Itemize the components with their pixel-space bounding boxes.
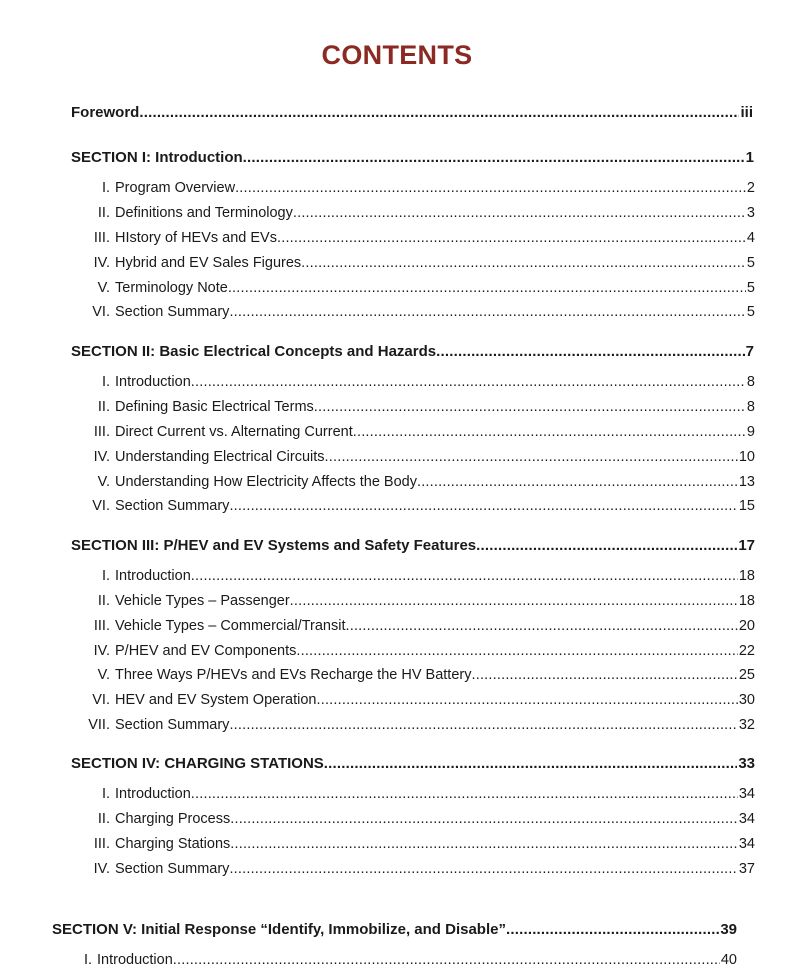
item-numeral: I. — [101, 180, 110, 196]
toc-item[interactable] — [70, 952, 737, 968]
toc-item[interactable] — [80, 861, 755, 877]
item-label: Section Summary — [115, 861, 230, 877]
item-numeral: III. — [93, 424, 110, 440]
item-numeral: III. — [93, 836, 110, 852]
item-label: Understanding Electrical Circuits — [115, 449, 325, 465]
section-label: SECTION I: Introduction — [71, 149, 243, 166]
dot-leader — [314, 399, 746, 415]
dot-leader — [229, 861, 737, 877]
dot-leader — [353, 424, 746, 440]
item-label: Three Ways P/HEVs and EVs Recharge the HV Battery — [115, 667, 472, 683]
page-number: 18 — [738, 568, 755, 584]
page-number: 5 — [746, 304, 755, 320]
page-number: 1 — [745, 149, 754, 166]
toc-item[interactable] — [80, 304, 755, 320]
item-numeral: II. — [97, 593, 110, 609]
toc-item[interactable] — [80, 498, 755, 514]
item-label: Introduction — [115, 568, 191, 584]
item-label: Introduction — [115, 786, 191, 802]
item-label: Understanding How Electricity Affects the Body — [115, 474, 417, 490]
toc-item[interactable] — [80, 255, 755, 271]
page-title: CONTENTS — [321, 40, 473, 70]
item-numeral: I. — [101, 374, 110, 390]
page-number: 8 — [746, 399, 755, 415]
toc-item[interactable] — [80, 786, 755, 802]
toc-item[interactable] — [80, 205, 755, 221]
dot-leader — [417, 474, 738, 490]
dot-leader — [243, 149, 745, 166]
page-number: 20 — [738, 618, 755, 634]
item-numeral: II. — [97, 811, 110, 827]
item-numeral: I. — [83, 952, 92, 968]
item-numeral: V. — [97, 474, 110, 490]
item-numeral: II. — [97, 205, 110, 221]
toc-item[interactable] — [80, 230, 755, 246]
dot-leader — [277, 230, 746, 246]
dot-leader — [230, 811, 738, 827]
section-label: SECTION IV: CHARGING STATIONS — [71, 755, 324, 772]
toc-section-2[interactable] — [71, 343, 754, 360]
dot-leader — [345, 618, 737, 634]
page-number: 22 — [738, 643, 755, 659]
dot-leader — [229, 498, 737, 514]
page-number: 40 — [720, 952, 737, 968]
toc-item[interactable] — [80, 568, 755, 584]
page-number: 30 — [738, 692, 755, 708]
toc-item[interactable] — [80, 449, 755, 465]
page-number: 7 — [745, 343, 754, 360]
toc-item[interactable] — [80, 180, 755, 196]
page-number: 17 — [738, 537, 755, 554]
page-number: 33 — [738, 755, 755, 772]
dot-leader — [471, 667, 737, 683]
dot-leader — [235, 180, 746, 196]
page-number: 4 — [746, 230, 755, 246]
dot-leader — [191, 568, 738, 584]
page-number: 10 — [738, 449, 755, 465]
page-number: 3 — [746, 205, 755, 221]
page-number: 15 — [738, 498, 755, 514]
item-label: P/HEV and EV Components — [115, 643, 297, 659]
toc-item[interactable] — [80, 374, 755, 390]
dot-leader — [317, 692, 738, 708]
dot-leader — [293, 205, 746, 221]
page-number: 34 — [738, 836, 755, 852]
dot-leader — [290, 593, 738, 609]
page-number: 5 — [746, 280, 755, 296]
dot-leader — [228, 280, 746, 296]
item-label: Vehicle Types – Passenger — [115, 593, 290, 609]
section-label: SECTION V: Initial Response “Identify, Immobilize, and Disable” — [52, 921, 506, 938]
toc-section-1[interactable] — [71, 149, 754, 166]
item-label: Hybrid and EV Sales Figures — [115, 255, 302, 271]
toc-item[interactable] — [80, 811, 755, 827]
item-numeral: IV. — [93, 643, 110, 659]
section-label: SECTION II: Basic Electrical Concepts and Hazards — [71, 343, 437, 360]
dot-leader — [229, 717, 737, 733]
toc-section-5[interactable] — [52, 921, 737, 938]
toc-item[interactable] — [80, 692, 755, 708]
item-numeral: VII. — [88, 717, 110, 733]
item-numeral: II. — [97, 399, 110, 415]
dot-leader — [230, 836, 738, 852]
section-label: SECTION III: P/HEV and EV Systems and Safety Features — [71, 537, 477, 554]
item-label: Vehicle Types – Commercial/Transit — [115, 618, 346, 634]
dot-leader — [191, 374, 746, 390]
item-numeral: IV. — [93, 861, 110, 877]
toc-item[interactable] — [80, 280, 755, 296]
item-numeral: I. — [101, 786, 110, 802]
item-label: Definitions and Terminology — [115, 205, 293, 221]
item-label: Charging Process — [115, 811, 231, 827]
item-numeral: VI. — [92, 692, 110, 708]
page-number: iii — [740, 104, 753, 121]
page-number: 18 — [738, 593, 755, 609]
toc-foreword[interactable] — [71, 104, 753, 121]
item-numeral: IV. — [93, 449, 110, 465]
toc-item[interactable] — [80, 643, 755, 659]
dot-leader — [436, 343, 745, 360]
dot-leader — [296, 643, 738, 659]
dot-leader — [506, 921, 719, 938]
toc-section-3[interactable] — [71, 537, 755, 554]
toc-item[interactable] — [80, 593, 755, 609]
page-number: 34 — [738, 786, 755, 802]
dot-leader — [191, 786, 738, 802]
item-label: Introduction — [97, 952, 173, 968]
toc-item[interactable] — [80, 667, 755, 683]
page-number: 37 — [738, 861, 755, 877]
item-numeral: III. — [93, 618, 110, 634]
page-number: 2 — [746, 180, 755, 196]
page-number: 8 — [746, 374, 755, 390]
item-label: Terminology Note — [115, 280, 228, 296]
page-number: 9 — [746, 424, 755, 440]
entry-label: Foreword — [71, 104, 140, 121]
item-numeral: VI. — [92, 304, 110, 320]
item-numeral: IV. — [93, 255, 110, 271]
item-label: Program Overview — [115, 180, 236, 196]
toc-section-4[interactable] — [71, 755, 755, 772]
item-label: Section Summary — [115, 717, 230, 733]
item-label: HEV and EV System Operation — [115, 692, 317, 708]
item-numeral: VI. — [92, 498, 110, 514]
dot-leader — [173, 952, 720, 968]
item-numeral: V. — [97, 280, 110, 296]
toc-item[interactable] — [80, 424, 755, 440]
dot-leader — [324, 755, 738, 772]
dot-leader — [229, 304, 745, 320]
page-number: 25 — [738, 667, 755, 683]
item-numeral: V. — [97, 667, 110, 683]
page-number: 32 — [738, 717, 755, 733]
item-numeral: I. — [101, 568, 110, 584]
item-numeral: III. — [93, 230, 110, 246]
item-label: Charging Stations — [115, 836, 231, 852]
page-number: 13 — [738, 474, 755, 490]
toc-item[interactable] — [80, 474, 755, 490]
page-number: 39 — [720, 921, 737, 938]
toc-item[interactable] — [80, 618, 755, 634]
item-label: HIstory of HEVs and EVs — [115, 230, 277, 246]
dot-leader — [301, 255, 746, 271]
dot-leader — [325, 449, 738, 465]
item-label: Section Summary — [115, 304, 230, 320]
toc-item[interactable] — [80, 399, 755, 415]
dot-leader — [139, 104, 739, 121]
item-label: Section Summary — [115, 498, 230, 514]
toc-item[interactable] — [80, 836, 755, 852]
toc-item[interactable] — [80, 717, 755, 733]
item-label: Direct Current vs. Alternating Current — [115, 424, 353, 440]
item-label: Introduction — [115, 374, 191, 390]
page-number: 5 — [746, 255, 755, 271]
page-number: 34 — [738, 811, 755, 827]
dot-leader — [476, 537, 737, 554]
item-label: Defining Basic Electrical Terms — [115, 399, 314, 415]
